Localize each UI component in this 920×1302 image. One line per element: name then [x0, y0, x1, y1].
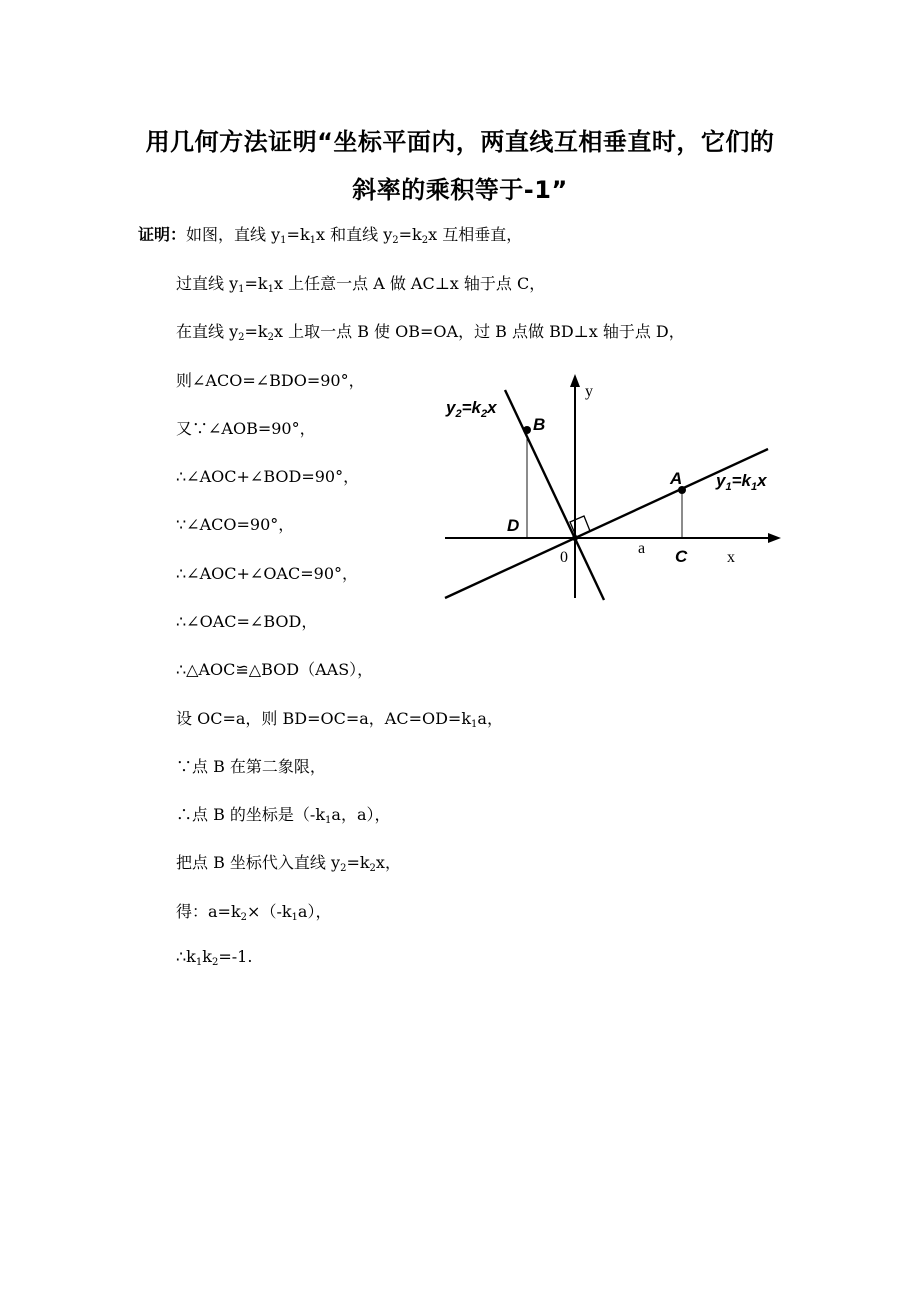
proof-line-6: ∴∠AOC+∠BOD=90°，	[176, 467, 360, 486]
point-d-label: D	[507, 516, 520, 535]
proof-line-16: $\therefore k_1k_2=-1$.	[176, 947, 253, 968]
line-y2-label: $y_2=k_2x$	[446, 398, 497, 420]
proof-line-11: 设 OC=a，则 BD=OC=a，$AC=OD=k_1a$，	[176, 709, 503, 730]
x-axis-arrow	[768, 533, 781, 543]
origin-label: 0	[560, 549, 568, 566]
point-b-dot	[523, 426, 531, 434]
proof-line-9: ∴∠OAC=∠BOD，	[176, 612, 318, 631]
point-c-label: C	[675, 547, 688, 566]
proof-label: 证明：	[138, 225, 187, 244]
proof-line-5: 又∵∠AOB=90°，	[176, 419, 316, 438]
y-axis-label: y	[585, 383, 593, 400]
proof-line-3: 在直线 $y_2=k_2x$ 上取一点 B 使 OB=OA，过 B 点做 BD⊥x 轴于点 D，	[176, 322, 685, 343]
proof-line-8: ∴∠AOC+∠OAC=90°，	[176, 564, 358, 583]
point-o-dot	[572, 535, 578, 541]
segment-a-label: a	[638, 540, 646, 557]
proof-line-2: 过直线 $y_1=k_1x$ 上任意一点 A 做 AC⊥x 轴于点 C，	[176, 274, 546, 295]
proof-line-14: 把点 B 坐标代入直线 $y_2=k_2x$，	[176, 853, 401, 874]
point-a-label: A	[670, 469, 683, 488]
page-title-line-1: 用几何方法证明“坐标平面内，两直线互相垂直时，它们的	[145, 128, 775, 156]
point-b-label: B	[533, 415, 546, 434]
line-y2	[505, 390, 604, 600]
proof-line-7: ∵∠ACO=90°，	[176, 515, 295, 534]
proof-line-13: ∴点 B 的坐标是（$-k_1a$，a），	[176, 805, 391, 826]
proof-line-15: 得：$a=k_2\times(-k_1a)$，	[176, 902, 332, 923]
proof-intro: 证明：如图，直线 $y_1=k_1x$ 和直线 $y_2=k_2x$ 互相垂直，	[138, 225, 523, 246]
proof-line-10: ∴△AOC≌△BOD（AAS），	[176, 660, 374, 679]
page-title-line-2: 斜率的乘积等于-1”	[352, 176, 568, 204]
line-y1-label: $y_1=k_1x$	[716, 471, 767, 493]
x-axis-label: x	[727, 549, 735, 566]
proof-line-12: ∵点 B 在第二象限，	[176, 757, 326, 776]
proof-line-4: 则∠ACO=∠BDO=90°，	[176, 371, 365, 390]
y-axis-arrow	[570, 374, 580, 387]
